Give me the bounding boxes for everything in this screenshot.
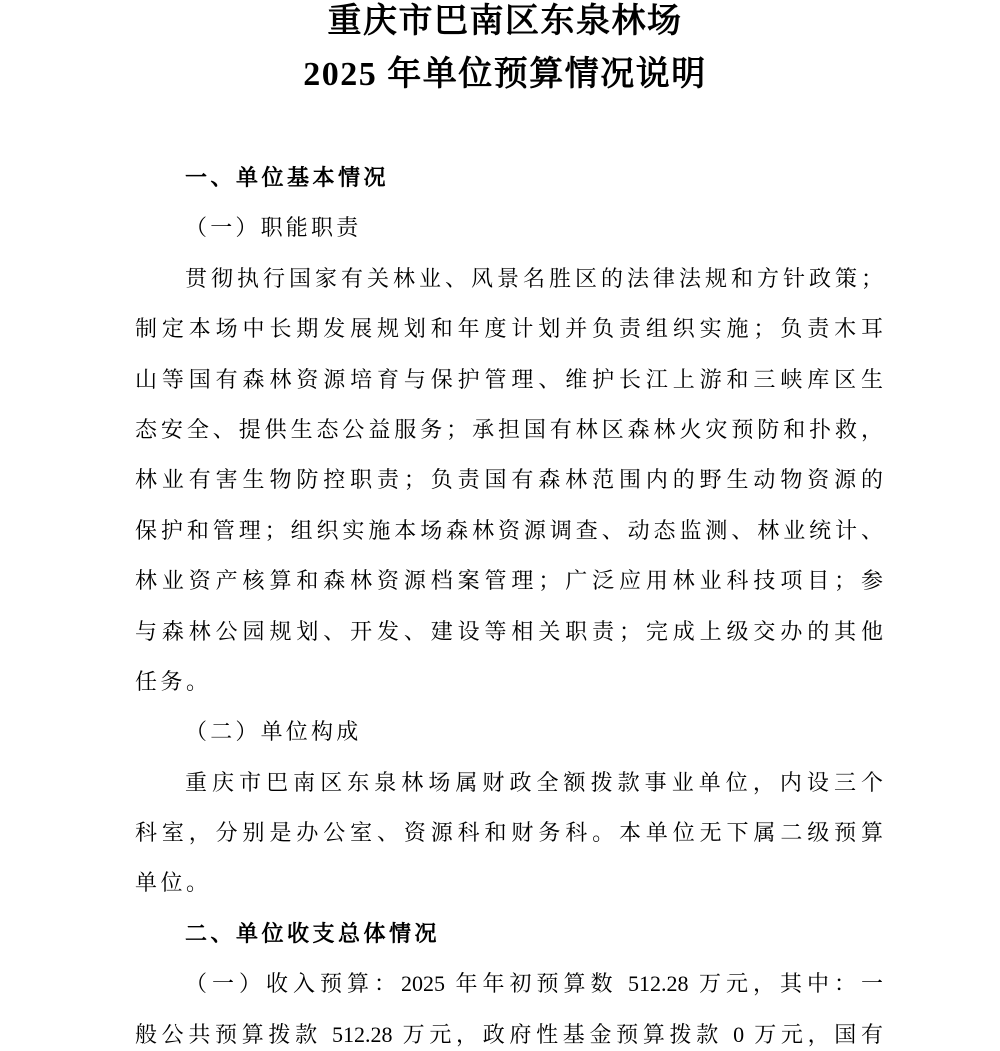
paragraph-line: 单位。 <box>135 870 212 896</box>
subsection-heading: （二）单位构成 <box>185 719 362 745</box>
paragraph-line: 任务。 <box>135 668 212 694</box>
paragraph-line: 态安全、提供生态公益服务；承担国有林区森林火灾预防和扑救， <box>135 416 883 442</box>
subsection-heading: （一）职能职责 <box>185 215 362 241</box>
section-heading: 一、单位基本情况 <box>185 165 390 190</box>
paragraph-line: 林业资产核算和森林资源档案管理；广泛应用林业科技项目；参 <box>135 568 883 594</box>
paragraph-line: 般公共预算拨款 512.28 万元，政府性基金预算拨款 0 万元，国有 <box>135 1021 883 1047</box>
paragraph-line: 重庆市巴南区东泉林场属财政全额拨款事业单位，内设三个 <box>185 769 883 795</box>
paragraph-line: 制定本场中长期发展规划和年度计划并负责组织实施；负责木耳 <box>135 316 883 342</box>
paragraph-line: 林业有害生物防控职责；负责国有森林范围内的野生动物资源的 <box>135 467 883 493</box>
paragraph-line: 山等国有森林资源培育与保护管理、维护长江上游和三峡库区生 <box>135 366 883 392</box>
title-line-1: 重庆市巴南区东泉林场 <box>327 3 683 40</box>
paragraph-line: 与森林公园规划、开发、建设等相关职责；完成上级交办的其他 <box>135 618 883 644</box>
document-title <box>10 0 1000 100</box>
paragraph-line: 贯彻执行国家有关林业、风景名胜区的法律法规和方针政策； <box>185 265 883 291</box>
section-heading: 二、单位收支总体情况 <box>185 920 441 946</box>
document-body <box>135 163 883 1050</box>
paragraph-line: 科室，分别是办公室、资源科和财务科。本单位无下属二级预算 <box>135 820 883 846</box>
paragraph-line: 保护和管理；组织实施本场森林资源调查、动态监测、林业统计、 <box>135 517 883 543</box>
paragraph-line: （一）收入预算：2025 年年初预算数 512.28 万元，其中：一 <box>185 971 883 997</box>
title-line-2: 2025 年单位预算情况说明 <box>303 56 707 93</box>
